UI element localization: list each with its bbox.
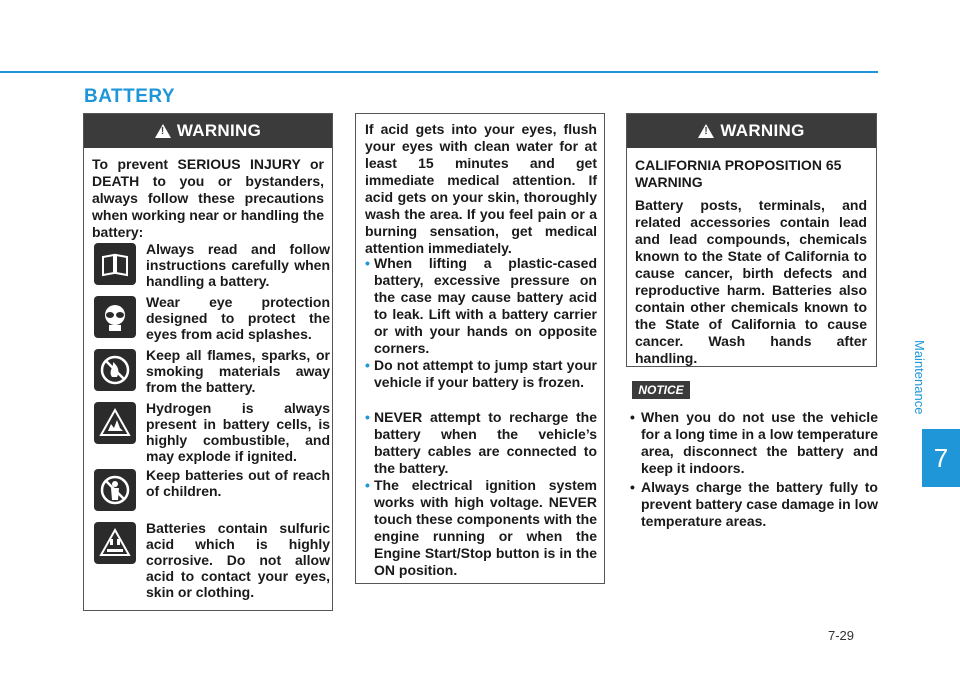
prop65-title: CALIFORNIA PROPOSITION 65 WARNING bbox=[635, 157, 842, 190]
bullet-dot-icon: • bbox=[365, 409, 370, 425]
bullet-dot-icon: • bbox=[365, 477, 370, 493]
keep-from-children-icon bbox=[94, 469, 136, 511]
bullet-dot-icon: • bbox=[630, 409, 635, 425]
bullet-dot-icon: • bbox=[630, 479, 635, 495]
read-manual-icon bbox=[94, 243, 136, 285]
warning-triangle-icon bbox=[155, 124, 171, 138]
left-warning-header bbox=[84, 114, 332, 148]
left-warning-title: WARNING bbox=[176, 121, 262, 140]
chapter-side-label bbox=[905, 340, 935, 420]
no-flames-icon bbox=[94, 349, 136, 391]
warning-item-text: Always read and follow instructions carefully when handling a battery. bbox=[146, 241, 330, 289]
notice-label: NOTICE bbox=[632, 381, 690, 399]
chapter-tab: 7 bbox=[922, 429, 960, 487]
caution-bullet bbox=[365, 409, 597, 477]
prop65-body: Battery posts, terminals, and related accessories contain lead and lead compounds, chemicals known to the State of California to cause cancer, birth defects and reproductive harm. Batteries also contain other chemicals known to the State of California to cause cancer. Wash hands after handling. bbox=[635, 197, 867, 366]
middle-caution-box bbox=[355, 113, 605, 584]
caution-bullet-text: NEVER attempt to recharge the battery when the vehicle’s battery cables are connected to the battery. bbox=[374, 409, 597, 476]
notice-bullet-text: When you do not use the vehicle for a long time in a low temperature area, disconnect the battery and keep it indoors. bbox=[641, 409, 878, 476]
prop65-warning-box bbox=[626, 113, 877, 367]
bullet-dot-icon: • bbox=[365, 357, 370, 373]
corrosive-acid-icon bbox=[94, 522, 136, 564]
bullet-dot-icon: • bbox=[365, 255, 370, 271]
caution-bullet bbox=[365, 255, 597, 357]
warning-item bbox=[92, 400, 338, 464]
warning-item bbox=[92, 241, 338, 301]
warning-item bbox=[92, 294, 338, 354]
right-warning-header bbox=[627, 114, 876, 148]
warning-item bbox=[92, 520, 338, 600]
left-warning-intro: To prevent SERIOUS INJURY or DEATH to you or bystanders, always follow these precautions when working near or handling the battery: bbox=[92, 156, 324, 240]
warning-item-text: Wear eye protection designed to protect the eyes from acid splashes. bbox=[146, 294, 330, 342]
right-warning-title: WARNING bbox=[720, 121, 805, 140]
left-warning-box bbox=[83, 113, 333, 611]
top-rule bbox=[0, 71, 878, 73]
notice-bullet-text: Always charge the battery fully to prevent battery case damage in low temperature areas. bbox=[641, 479, 878, 529]
warning-item bbox=[92, 347, 338, 407]
notice-bullet bbox=[630, 479, 878, 530]
warning-triangle-icon bbox=[698, 124, 714, 138]
notice-bullet bbox=[630, 409, 878, 477]
explosion-hazard-icon bbox=[94, 402, 136, 444]
caution-bullet-text: When lifting a plastic-cased battery, excessive pressure on the case may cause battery acid to leak. Lift with a battery carrier or with your hands on opposite corners. bbox=[374, 255, 597, 356]
warning-item-text: Batteries contain sulfuric acid which is highly corrosive. Do not allow acid to contact your eyes, skin or clothing. bbox=[146, 520, 330, 600]
caution-bullet bbox=[365, 477, 597, 579]
page-number: 7-29 bbox=[828, 628, 855, 643]
warning-item-text: Keep batteries out of reach of children. bbox=[146, 467, 330, 499]
section-title: BATTERY bbox=[84, 86, 176, 107]
warning-item-text: Keep all flames, sparks, or smoking materials away from the battery. bbox=[146, 347, 330, 395]
eye-protection-icon bbox=[94, 296, 136, 338]
warning-item-text: Hydrogen is always present in battery cells, is highly combustible, and may explode if ignited. bbox=[146, 400, 330, 464]
caution-bullet bbox=[365, 357, 597, 391]
acid-first-aid-text: If acid gets into your eyes, flush your eyes with clean water for at least 15 minutes and get immediate medical attention. If acid gets on your skin, thoroughly wash the area. If you feel pain or a burning sensation, get medical attention immediately. bbox=[365, 121, 597, 256]
caution-bullet-text: The electrical ignition system works with high voltage. NEVER touch these components with the engine running or when the Engine Start/Stop button is in the ON position. bbox=[374, 477, 597, 578]
caution-bullet-text: Do not attempt to jump start your vehicle if your battery is frozen. bbox=[374, 357, 597, 390]
chapter-side-label-text: Maintenance bbox=[912, 340, 927, 415]
warning-item bbox=[92, 467, 338, 527]
